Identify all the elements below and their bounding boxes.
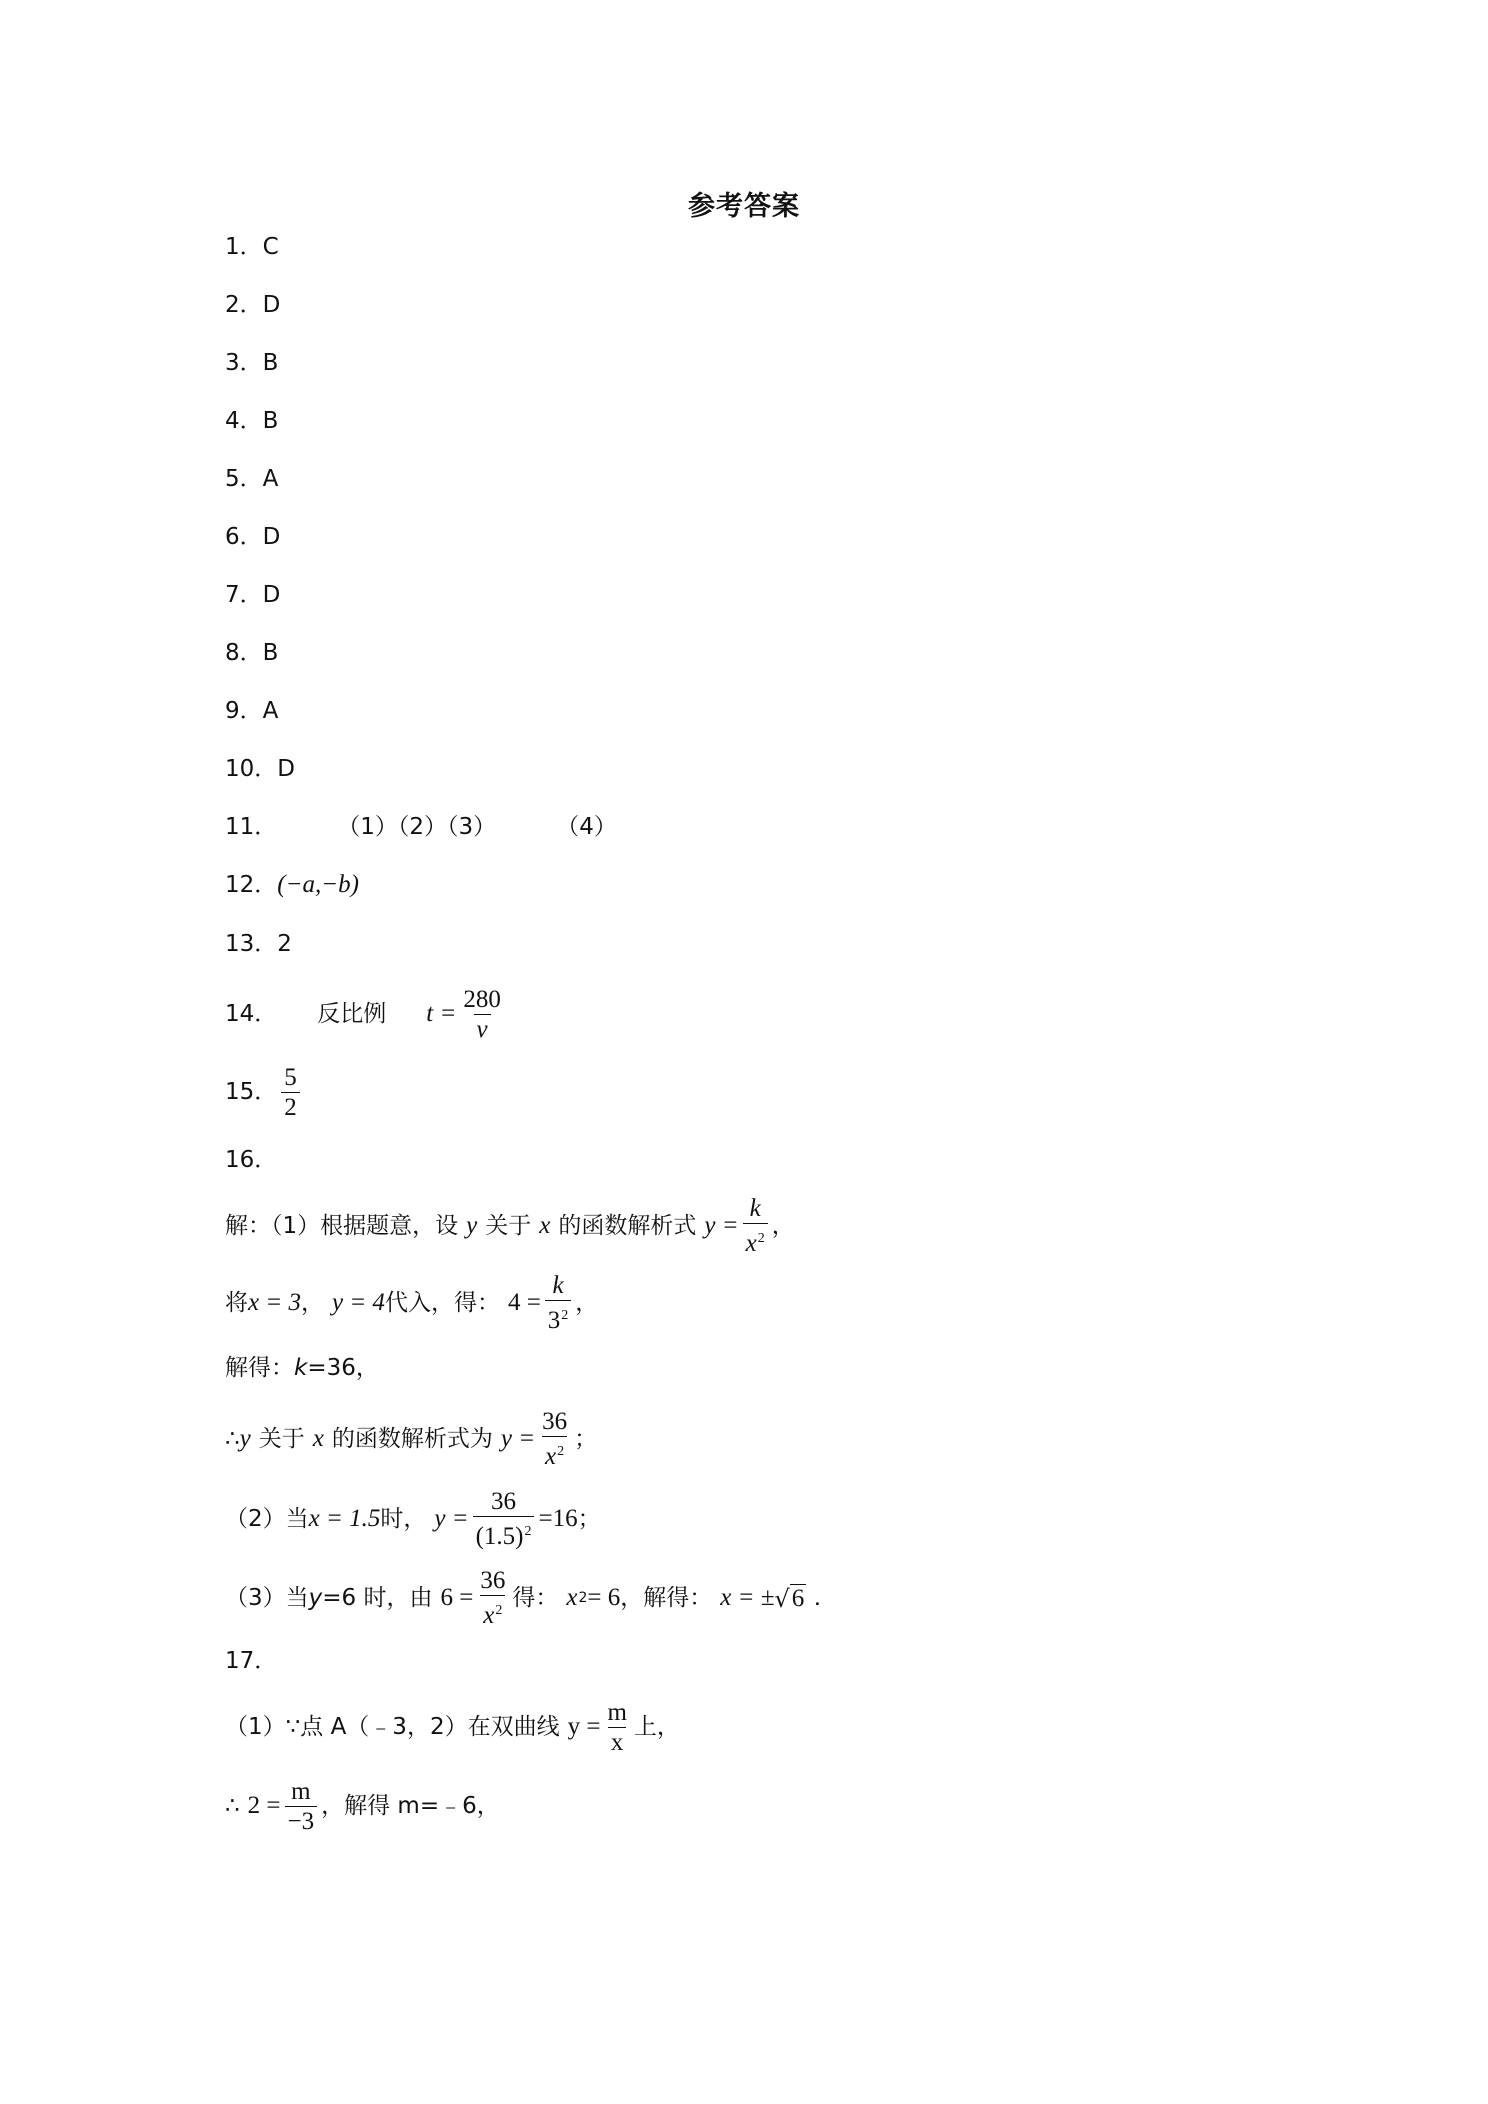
solution-text: 得：: [512, 1585, 559, 1611]
equation: x = 1.5: [308, 1505, 381, 1532]
denominator: v: [474, 1014, 491, 1044]
fraction: [539, 1407, 570, 1471]
equation: x = 3: [248, 1289, 301, 1316]
answer-value: D: [262, 582, 281, 608]
question-number: 1．: [225, 234, 263, 260]
answer-line-17: [225, 1647, 277, 1675]
equation-rest: = 6: [587, 1584, 621, 1611]
equation-lhs: 2 =: [247, 1792, 281, 1819]
answer-line-15: [225, 1060, 304, 1124]
solution-text: （3）当: [225, 1585, 309, 1611]
solution-text: 解：（1）根据题意，设: [225, 1213, 459, 1239]
question-number: 15．: [225, 1079, 278, 1105]
therefore-symbol: ∴: [225, 1426, 240, 1452]
answer-value: A: [262, 466, 279, 492]
denominator-base: x: [745, 1230, 757, 1257]
variable-y: y: [239, 1425, 251, 1452]
page-title: 参考答案: [688, 191, 800, 222]
equation-lhs: y =: [434, 1505, 469, 1532]
variable-y: y: [466, 1212, 478, 1239]
denominator: −3: [285, 1806, 318, 1836]
solution-line: [225, 1354, 379, 1382]
equation: y = 4: [331, 1289, 385, 1316]
punctuation: ，: [771, 1213, 795, 1239]
answer-line-13: [225, 930, 292, 958]
exponent: 2: [524, 1524, 532, 1539]
exponent: 2: [578, 1590, 588, 1606]
answer-line: [225, 291, 280, 319]
solution-text: =6 时，由: [322, 1585, 433, 1611]
question-number: 4．: [225, 408, 263, 434]
equation-lhs: 6 =: [440, 1584, 474, 1611]
answer-line-12: [225, 871, 359, 899]
solution-text: 上，: [633, 1714, 680, 1740]
exponent: 2: [757, 1231, 765, 1246]
solution-text: 代入，得：: [384, 1290, 500, 1316]
punctuation: ，: [575, 1290, 599, 1316]
answer-value: A: [262, 698, 279, 724]
fraction: [285, 1777, 318, 1836]
variable-k: k: [294, 1355, 308, 1381]
denominator: [542, 1436, 567, 1471]
solution-line: [225, 1268, 598, 1338]
answer-line: [225, 523, 280, 551]
denominator-base: x: [545, 1443, 557, 1470]
question-number: 5．: [225, 466, 263, 492]
equation-rhs: =16: [538, 1505, 578, 1532]
answer-line: [225, 407, 278, 435]
answer-value: D: [262, 524, 281, 550]
numerator: 5: [284, 1063, 297, 1091]
solution-text: （1）∵点 A（﹣3，2）在双曲线: [225, 1714, 560, 1740]
numerator: m: [607, 1698, 627, 1726]
solution-line: [225, 1404, 597, 1474]
question-number: 3．: [225, 350, 263, 376]
equation-base: x: [566, 1584, 578, 1611]
denominator: x: [608, 1727, 627, 1757]
denominator: [480, 1595, 505, 1630]
numerator: 36: [491, 1488, 517, 1515]
numerator: 280: [463, 985, 501, 1013]
variable-y: y: [308, 1585, 323, 1611]
solution-line: [225, 1563, 820, 1633]
numerator: k: [552, 1272, 564, 1299]
question-number: 7．: [225, 582, 263, 608]
answer-line-11: [225, 813, 617, 841]
answer-word: 反比例: [317, 1001, 387, 1027]
fraction: [477, 1566, 508, 1630]
equation-lhs: y =: [567, 1713, 601, 1740]
variable-x: x: [539, 1212, 551, 1239]
answer-line: [225, 639, 278, 667]
radicand: 6: [791, 1584, 805, 1612]
fraction: [473, 1487, 535, 1551]
question-number: 14．: [225, 1001, 278, 1027]
solution-line: [225, 1191, 795, 1261]
question-number: 9．: [225, 698, 263, 724]
solution-text: 时，: [380, 1506, 427, 1532]
denominator: [545, 1300, 572, 1335]
exponent: 2: [557, 1444, 565, 1459]
equation: x = ±: [720, 1584, 775, 1611]
square-root: [774, 1584, 806, 1613]
solution-text: 的函数解析式: [558, 1213, 697, 1239]
answer-line: [225, 233, 279, 261]
answer-line: [225, 465, 278, 493]
question-number: 6．: [225, 524, 263, 550]
equation-lhs: y =: [704, 1212, 739, 1239]
solution-text: ，解得：: [620, 1585, 713, 1611]
question-number: 12．: [225, 872, 278, 898]
solution-text: 关于: [485, 1213, 532, 1239]
denominator: 2: [281, 1092, 300, 1122]
solution-text: 将: [225, 1290, 248, 1316]
answer-value: D: [262, 292, 281, 318]
denominator: [743, 1223, 768, 1258]
answer-line: [225, 755, 295, 783]
question-number: 13．: [225, 931, 278, 957]
solution-text: 解得：: [225, 1355, 294, 1381]
question-number: 16．: [225, 1147, 278, 1173]
solution-text: ，解得 m=﹣6，: [321, 1793, 500, 1819]
solution-line: [225, 1694, 680, 1760]
question-number: 8．: [225, 640, 263, 666]
answer-line: [225, 349, 278, 377]
answer-expression: (−a,−b): [277, 871, 359, 898]
exponent: 2: [561, 1308, 569, 1323]
answer-line-16: [225, 1146, 277, 1174]
question-number: 11．: [225, 814, 278, 840]
numerator: m: [291, 1777, 311, 1805]
answer-value: 2: [277, 931, 292, 957]
punctuation: .: [814, 1584, 821, 1611]
answer-value: B: [262, 640, 279, 666]
radical-sign-icon: √: [774, 1584, 790, 1613]
denominator-base: (1.5): [475, 1523, 524, 1550]
answer-part: （4）: [556, 814, 617, 840]
exponent: 2: [495, 1603, 503, 1618]
solution-line: [225, 1773, 500, 1839]
equation-lhs: y =: [500, 1425, 536, 1452]
solution-text: 的函数解析式为: [331, 1426, 493, 1452]
fraction: [545, 1271, 572, 1335]
answer-value: C: [262, 234, 279, 260]
fraction: [743, 1194, 768, 1258]
numerator: 36: [480, 1567, 506, 1594]
fraction: [281, 1063, 300, 1122]
answer-line: [225, 581, 280, 609]
answer-line-14: [225, 982, 508, 1046]
answer-line: [225, 697, 278, 725]
question-number: 17．: [225, 1648, 278, 1674]
equation-lhs: t =: [426, 1000, 457, 1027]
solution-line: [225, 1484, 601, 1554]
question-number: 2．: [225, 292, 263, 318]
punctuation: ；: [574, 1426, 598, 1452]
therefore-symbol: ∴: [225, 1793, 240, 1819]
denominator-base: 3: [547, 1307, 561, 1334]
punctuation: ，: [300, 1290, 324, 1316]
solution-text: =36，: [307, 1355, 379, 1381]
answer-value: B: [262, 408, 279, 434]
answer-value: D: [277, 756, 295, 782]
numerator: 36: [542, 1408, 568, 1435]
fraction: [604, 1698, 629, 1757]
question-number: 10．: [225, 756, 278, 782]
fraction: [460, 985, 504, 1044]
solution-text: 关于: [258, 1426, 305, 1452]
variable-x: x: [312, 1425, 324, 1452]
equation-lhs: 4 =: [507, 1289, 541, 1316]
numerator: k: [749, 1195, 761, 1222]
solution-text: （2）当: [225, 1506, 309, 1532]
denominator: [473, 1516, 535, 1551]
denominator-base: x: [483, 1602, 495, 1629]
answer-value: B: [262, 350, 279, 376]
punctuation: ；: [577, 1506, 601, 1532]
answer-part: （1）（2）（3）: [337, 814, 497, 840]
